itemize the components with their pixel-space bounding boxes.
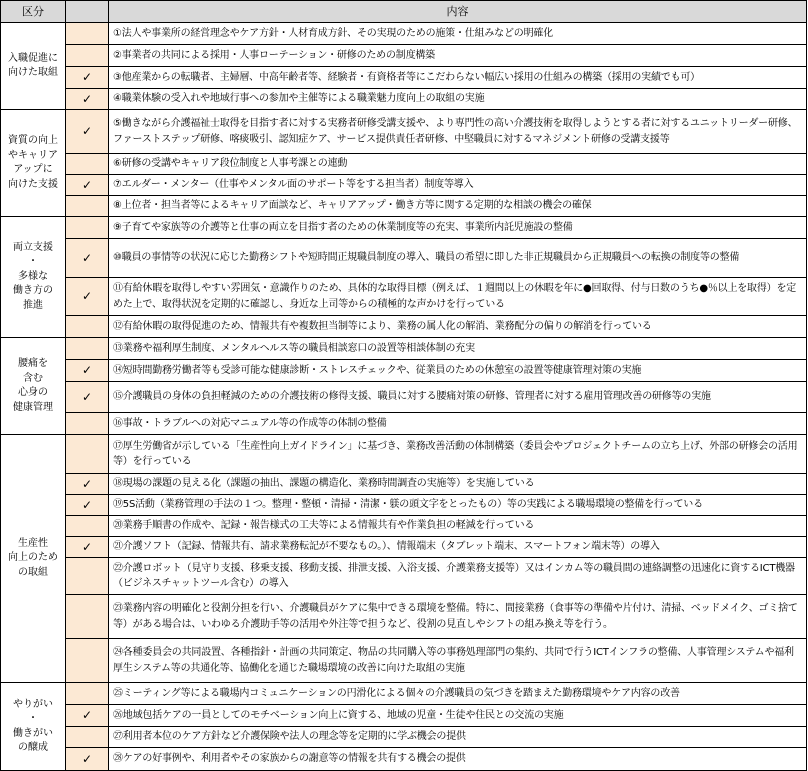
checkbox-cell[interactable] — [66, 175, 109, 196]
checkbox-cell[interactable] — [66, 23, 109, 45]
check-mark-icon: ✓ — [81, 708, 93, 723]
item-text: ③他産業からの転職者、主婦層、中高年齢者等、経験者・有資格者等にこだわらない幅広い採用の仕組みの構築（採用の実績でも可） — [109, 67, 807, 89]
checkbox-cell[interactable] — [66, 217, 109, 239]
checkbox-cell[interactable] — [66, 705, 109, 727]
check-mark-icon: ✓ — [81, 751, 93, 766]
table-row — [1, 537, 807, 558]
item-text: ⑬業務や福利厚生制度、メンタルヘルス等の職員相談窓口の設置等相談体制の充実 — [109, 338, 807, 360]
check-mark-icon: ✓ — [81, 539, 93, 554]
table-row — [1, 67, 807, 89]
item-text: ①法人や事業所の経営理念やケア方針・人材育成方針、その実現のための施策・仕組みなどの明確化 — [109, 23, 807, 45]
item-text: ⑳業務手順書の作成や、記録・報告様式の工夫等による情報共有や作業負担の軽減を行っている — [109, 516, 807, 537]
checkbox-cell[interactable] — [66, 360, 109, 382]
checkbox-cell[interactable] — [66, 67, 109, 89]
category-label-line: やりがい — [13, 698, 53, 710]
item-text: ⑮介護職員の身体の負担軽減のための介護技術の修得支援、職員に対する腰痛対策の研修、管理者に対する雇用管理改善の研修等の実施 — [109, 382, 807, 413]
checkbox-cell[interactable] — [66, 154, 109, 175]
checkbox-cell[interactable] — [66, 89, 109, 110]
table-row — [1, 748, 807, 771]
category-cell — [1, 338, 66, 435]
item-text: ⑦エルダー・メンター（仕事やメンタル面のサポート等をする担当者）制度等導入 — [109, 175, 807, 196]
item-text: ④職業体験の受入れや地域行事への参加や主催等による職業魅力度向上の取組の実施 — [109, 89, 807, 110]
item-text: ⑨子育てや家族等の介護等と仕事の両立を目指す者のための休業制度等の充実、事業所内託児施設の整備 — [109, 217, 807, 239]
check-mark-icon: ✓ — [81, 70, 93, 85]
check-mark-icon: ✓ — [81, 363, 93, 378]
category-label-line: 多様な — [18, 270, 48, 282]
item-text: ㉑介護ソフト（記録、情報共有、請求業務転記が不要なもの。）、情報端末（タブレット端末、スマートフォン端末等）の導入 — [109, 537, 807, 558]
item-text: ⑪有給休暇を取得しやすい雰囲気・意識作りのため、具体的な取得目標（例えば、１週間以上の休暇を年に●回取得、付与日数のうち●％以上を取得）を定めた上で、取得状況を定期的に確認し、身近な上司等からの積極的な声かけを行っている — [109, 278, 807, 316]
table-row — [1, 558, 807, 595]
table-row — [1, 727, 807, 748]
checkbox-cell[interactable] — [66, 639, 109, 683]
check-mark-icon: ✓ — [81, 289, 93, 304]
check-mark-icon: ✓ — [81, 497, 93, 512]
table-row — [1, 316, 807, 338]
category-label-line: ・ — [28, 256, 38, 268]
category-label-line: アップに — [13, 164, 53, 175]
checkbox-cell[interactable] — [66, 595, 109, 639]
category-cell — [1, 217, 66, 338]
check-mark-icon: ✓ — [81, 177, 93, 192]
checkbox-cell[interactable] — [66, 474, 109, 495]
checkbox-cell[interactable] — [66, 110, 109, 154]
category-label-line: 働き方の — [13, 285, 53, 297]
item-text: ㉘ケアの好事例や、利用者やその家族からの謝意等の情報を共有する機会の提供 — [109, 748, 807, 771]
checkbox-cell[interactable] — [66, 413, 109, 435]
category-cell — [1, 683, 66, 771]
table-row — [1, 239, 807, 278]
category-label-line: ・ — [28, 713, 38, 724]
category-label-line: 入職促進に — [8, 52, 58, 64]
category-label-line: 働きがい — [13, 727, 53, 739]
item-text: ②事業者の共同による採用・人事ローテーション・研修のための制度構築 — [109, 45, 807, 67]
header-check-blank — [66, 1, 109, 23]
item-text: ⑰厚生労働省が示している「生産性向上ガイドライン」に基づき、業務改善活動の体制構築（委員会やプロジェクトチームの立ち上げ、外部の研修会の活用等）を行っている — [109, 435, 807, 474]
checkbox-cell[interactable] — [66, 45, 109, 67]
checkbox-cell[interactable] — [66, 727, 109, 748]
table-row — [1, 45, 807, 67]
category-label-line: 腰痛を — [18, 358, 48, 369]
item-text: ㉖地域包括ケアの一員としてのモチベーション向上に資する、地域の児童・生徒や住民との交流の実施 — [109, 705, 807, 727]
item-text: ⑩職員の事情等の状況に応じた勤務シフトや短時間正規職員制度の導入、職員の希望に即した非正規職員から正規職員への転換の制度等の整備 — [109, 239, 807, 278]
table-row — [1, 683, 807, 705]
checkbox-cell[interactable] — [66, 382, 109, 413]
category-cell — [1, 435, 66, 683]
category-label-line: 心身の — [18, 387, 48, 398]
category-label-line: 向けた支援 — [8, 178, 58, 190]
category-label-line: の取組 — [18, 566, 48, 578]
table-row — [1, 474, 807, 495]
item-text: ⑧上位者・担当者等によるキャリア面談など、キャリアアップ・働き方等に関する定期的な相談の機会の確保 — [109, 196, 807, 217]
category-label-line: 向けた取組 — [8, 67, 58, 78]
check-mark-icon: ✓ — [81, 389, 93, 404]
category-cell — [1, 23, 66, 110]
checkbox-cell[interactable] — [66, 196, 109, 217]
checkbox-cell[interactable] — [66, 278, 109, 316]
table-row — [1, 338, 807, 360]
table-row — [1, 639, 807, 683]
checkbox-cell[interactable] — [66, 683, 109, 705]
category-label-line: 含む — [23, 372, 43, 384]
category-cell — [1, 110, 66, 217]
item-text: ⑲5S活動（業務管理の手法の１つ。整理・整頓・清掃・清潔・躾の頭文字をとったもの）等の実践による職場環境の整備を行っている — [109, 495, 807, 516]
item-text: ⑯事故・トラブルへの対応マニュアル等の作成等の体制の整備 — [109, 413, 807, 435]
table-row — [1, 154, 807, 175]
item-text: ㉗利用者本位のケア方針など介護保険や法人の理念等を定期的に学ぶ機会の提供 — [109, 727, 807, 748]
category-label-line: やキャリア — [8, 149, 58, 161]
item-text: ⑫有給休暇の取得促進のため、情報共有や複数担当制等により、業務の属人化の解消、業務配分の偏りの解消を行っている — [109, 316, 807, 338]
item-text: ⑭短時間勤務労働者等も受診可能な健康診断・ストレスチェックや、従業員のための休憩室の設置等健康管理対策の実施 — [109, 360, 807, 382]
item-text: ㉒介護ロボット（見守り支援、移乗支援、移動支援、排泄支援、入浴支援、介護業務支援等）又はインカム等の職員間の連絡調整の迅速化に資するICT機器（ビジネスチャットツール含む）の導入 — [109, 558, 807, 595]
header-category: 区分 — [1, 1, 66, 23]
category-label-line: 生産性 — [18, 537, 48, 549]
table-row — [1, 217, 807, 239]
item-text: ㉕ミーティング等による職場内コミュニケーションの円滑化による個々の介護職員の気づきを踏まえた勤務環境やケア内容の改善 — [109, 683, 807, 705]
checkbox-cell[interactable] — [66, 316, 109, 338]
table-row — [1, 175, 807, 196]
check-mark-icon: ✓ — [81, 476, 93, 491]
table-row — [1, 435, 807, 474]
table-row — [1, 89, 807, 110]
table-row — [1, 278, 807, 316]
table-row — [1, 382, 807, 413]
table-row — [1, 516, 807, 537]
checkbox-cell[interactable] — [66, 239, 109, 278]
table-row — [1, 595, 807, 639]
table-row — [1, 360, 807, 382]
check-mark-icon: ✓ — [81, 124, 93, 139]
checkbox-cell[interactable] — [66, 748, 109, 771]
check-mark-icon: ✓ — [81, 91, 93, 106]
category-label-line: 健康管理 — [13, 401, 53, 413]
item-text: ㉔各種委員会の共同設置、各種指針・計画の共同策定、物品の共同購入等の事務処理部門の集約、共同で行うICTインフラの整備、人事管理システムや福利厚生システム等の共通化等、協働化を通じた職場環境の改善に向けた取組の実施 — [109, 639, 807, 683]
checkbox-cell[interactable] — [66, 338, 109, 360]
header-row — [1, 1, 807, 23]
item-text: ⑤働きながら介護福祉士取得を目指す者に対する実務者研修受講支援や、より専門性の高い介護技術を取得しようとする者に対するユニットリーダー研修、ファーストステップ研修、喀痰吸引、認知症ケア、サービス提供責任者研修、中堅職員に対するマネジメント研修の受講支援等 — [109, 110, 807, 154]
header-content: 内容 — [109, 1, 807, 23]
table-row — [1, 495, 807, 516]
check-mark-icon: ✓ — [81, 250, 93, 265]
checkbox-cell[interactable] — [66, 558, 109, 595]
checkbox-cell[interactable] — [66, 495, 109, 516]
table-row — [1, 110, 807, 154]
category-label-line: の醸成 — [18, 742, 48, 753]
table-row — [1, 23, 807, 45]
checkbox-cell[interactable] — [66, 516, 109, 537]
table-row — [1, 196, 807, 217]
table-row — [1, 413, 807, 435]
category-label-line: 推進 — [23, 299, 43, 311]
checkbox-cell[interactable] — [66, 537, 109, 558]
table-row — [1, 705, 807, 727]
item-text: ㉓業務内容の明確化と役割分担を行い、介護職員がケアに集中できる環境を整備。特に、間接業務（食事等の準備や片付け、清掃、ベッドメイク、ゴミ捨て等）がある場合は、いわゆる介護助手等の活用や外注等で担うなど、役割の見直しやシフトの組み換え等を行う。 — [109, 595, 807, 639]
category-label-line: 向上のため — [8, 552, 58, 564]
item-text: ⑱現場の課題の見える化（課題の抽出、課題の構造化、業務時間調査の実施等）を実施している — [109, 474, 807, 495]
checkbox-cell[interactable] — [66, 435, 109, 474]
category-label-line: 資質の向上 — [8, 135, 58, 146]
category-label-line: 両立支援 — [13, 241, 53, 253]
item-text: ⑥研修の受講やキャリア段位制度と人事考課との連動 — [109, 154, 807, 175]
